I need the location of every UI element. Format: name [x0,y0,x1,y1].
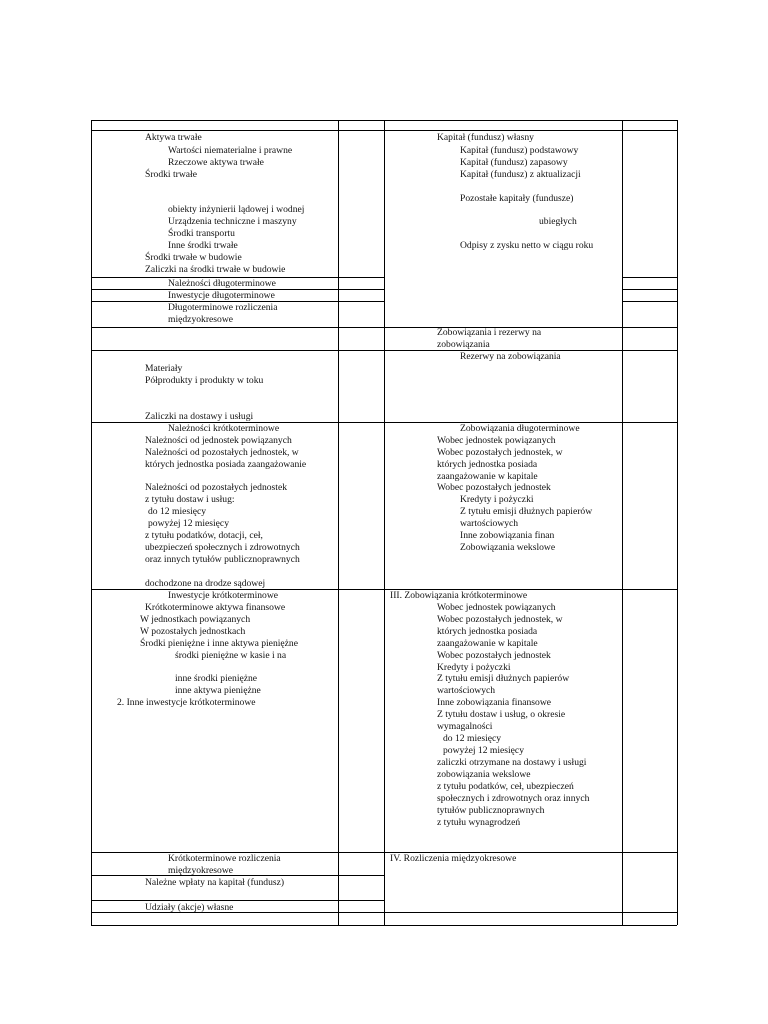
cell-text-k-wekslowe: zobowiązania wekslowe [437,769,531,780]
cell-text-powyzej-12: powyżej 12 miesięcy [148,518,229,529]
cell-text-emisji-1: Z tytułu emisji dłużnych papierów [460,506,593,517]
cell-text-inne-srodki: Inne środki trwałe [168,240,238,251]
cell-text-wobec-pozostalych-3: zaangażowanie w kapitale [437,471,538,482]
table-rule-vertical [338,120,339,925]
cell-text-do-12: do 12 miesięcy [148,506,207,517]
cell-text-rozliczenia-mie: IV. Rozliczenia międzyokresowe [390,853,517,864]
cell-text-podatkow-2: ubezpieczeń społecznych i zdrowotnych [145,542,300,553]
cell-text-inne-inwestycje: 2. Inne inwestycje krótkoterminowe [117,697,256,708]
cell-text-rezerwy: Rezerwy na zobowiązania [460,351,561,362]
cell-text-zob-dlugo: Zobowiązania długoterminowe [460,423,580,434]
cell-text-krotko-rozliczenia-2: międzyokresowe [168,865,234,876]
cell-text-zobowiazania-rezerwy-2: zobowiązania [437,339,490,350]
cell-text-od-pozostalych-1: Należności od pozostałych jednostek, w [145,447,299,458]
cell-text-urzadzenia: Urządzenia techniczne i maszyny [168,216,297,227]
cell-text-w-pozostalych: W pozostałych jednostkach [140,626,246,637]
cell-text-k-podatkow-1: z tytułu podatków, ceł, ubezpieczeń [437,781,574,792]
cell-text-k-podatkow-2: społecznych i zdrowotnych oraz innych [437,793,590,804]
cell-text-udzialy: Udziały (akcje) własne [145,902,234,913]
cell-text-zaliczki-budowie: Zaliczki na środki trwałe w budowie [145,264,286,275]
cell-text-materialy: Materiały [145,363,183,374]
cell-text-k-zaliczki: zaliczki otrzymane na dostawy i usługi [437,757,587,768]
cell-text-zaliczki-dostawy: Zaliczki na dostawy i usługi [145,411,254,422]
cell-text-w-budowie: Środki trwałe w budowie [145,252,242,263]
table-rule-vertical [384,120,385,925]
cell-text-k-do-12: do 12 miesięcy [443,733,502,744]
cell-text-k-wobec-pozostalych-b: Wobec pozostałych jednostek [437,650,551,661]
cell-text-k-wynagrodzen: z tytułu wynagrodzeń [437,817,521,828]
cell-text-naleznosci-dlugo: Należności długoterminowe [168,278,276,289]
table-rule-horizontal [91,900,384,901]
cell-text-rozliczenia-dlugo-2: międzyokresowe [168,314,234,325]
cell-text-transport: Środki transportu [168,228,235,239]
cell-text-k-podatkow-3: tytułów publicznoprawnych [437,805,545,816]
cell-text-aktywa-trwale: Aktywa trwałe [145,132,202,143]
cell-text-srodki-trwale: Środki trwałe [145,169,197,180]
cell-text-wartosci-niematerialne: Wartości niematerialne i prawne [168,145,293,156]
table-rule-horizontal [91,925,677,926]
cell-text-z-tytulu-dostaw: z tytułu dostaw i usług: [145,494,235,505]
cell-text-k-powyzej-12: powyżej 12 miesięcy [443,745,524,756]
cell-text-rozliczenia-dlugo-1: Długoterminowe rozliczenia [168,302,278,313]
cell-text-podstawowy: Kapitał (fundusz) podstawowy [460,145,579,156]
table-rule-horizontal [622,301,677,302]
cell-text-k-wobec-pozostalych-3: zaangażowanie w kapitale [437,638,538,649]
cell-text-aktualizacji: Kapitał (fundusz) z aktualizacji [460,169,581,180]
cell-text-kredyty: Kredyty i pożyczki [460,494,534,505]
table-rule-horizontal [622,277,677,278]
table-rule-vertical [622,120,623,925]
cell-text-podatkow-1: z tytułu podatków, dotacji, ceł, [145,530,263,541]
cell-text-k-emisji-1: Z tytułu emisji dłużnych papierów [437,673,570,684]
table-rule-vertical [91,120,92,925]
cell-text-k-dostaw-2: wymagalności [437,721,493,732]
cell-text-inwestycje-krotko: Inwestycje krótkoterminowe [168,590,279,601]
cell-text-polprodukty: Półprodukty i produkty w toku [145,375,264,386]
cell-text-wobec-pozostalych-2: których jednostka posiada [437,459,538,470]
cell-text-od-pozostalych-b: Należności od pozostałych jednostek [145,482,287,493]
cell-text-k-kredyty: Kredyty i pożyczki [437,662,511,673]
cell-text-krotko-rozliczenia-1: Krótkoterminowe rozliczenia [168,853,281,864]
cell-text-srodki-pieniezne: Środki pieniężne i inne aktywa pieniężne [140,638,298,649]
cell-text-odpisy: Odpisy z zysku netto w ciągu roku [460,240,594,251]
cell-text-kapital-wlasny: Kapitał (fundusz) własny [437,132,534,143]
cell-text-obiekty: obiekty inżynierii lądowej i wodnej [168,204,305,215]
cell-text-dochodzone: dochodzone na drodze sądowej [145,578,266,589]
cell-text-inne-aktywa-pien: inne aktywa pieniężne [175,685,261,696]
cell-text-zob-krotko: III. Zobowiązania krótkoterminowe [390,590,528,601]
cell-text-ubieglych: ubiegłych [539,216,577,227]
cell-text-rzeczowe-aktywa: Rzeczowe aktywa trwałe [168,157,264,168]
cell-text-k-inne-fin: Inne zobowiązania finansowe [437,697,552,708]
cell-text-emisji-2: wartościowych [460,518,519,529]
cell-text-naleznosci-krotko: Należności krótkoterminowe [168,423,280,434]
cell-text-k-emisji-2: wartościowych [437,685,496,696]
cell-text-pozostale: Pozostałe kapitały (fundusze) [460,193,574,204]
cell-text-wobec-pozostalych-b: Wobec pozostałych jednostek [437,482,551,493]
cell-text-k-wobec-pozostalych-2: których jednostka posiada [437,626,538,637]
cell-text-wekslowe: Zobowiązania wekslowe [460,542,556,553]
cell-text-wobec-powiazanych: Wobec jednostek powiązanych [437,435,556,446]
cell-text-w-kasie: środki pieniężne w kasie i na [175,650,287,661]
cell-text-od-pozostalych-2: których jednostka posiada zaangażowanie [145,459,307,470]
cell-text-inne-srodki-pien: inne środki pieniężne [175,673,258,684]
cell-text-krotko-aktywa-fin: Krótkoterminowe aktywa finansowe [145,602,286,613]
cell-text-nalezne-wplaty: Należne wpłaty na kapitał (fundusz) [145,877,285,888]
cell-text-k-dostaw-1: Z tytułu dostaw i usług, o okresie [437,709,566,720]
cell-text-od-powiazanych: Należności od jednostek powiązanych [145,435,292,446]
table-rule-vertical [677,120,678,925]
cell-text-zobowiazania-rezerwy-1: Zobowiązania i rezerwy na [437,327,542,338]
table-rule-horizontal [91,875,384,876]
cell-text-podatkow-3: oraz innych tytułów publicznoprawnych [145,554,300,565]
cell-text-inwestycje-dlugo: Inwestycje długoterminowe [168,290,275,301]
cell-text-k-wobec-powiazanych: Wobec jednostek powiązanych [437,602,556,613]
cell-text-k-wobec-pozostalych-1: Wobec pozostałych jednostek, w [437,614,563,625]
table-rule-horizontal [622,289,677,290]
cell-text-inne-zob-fin: Inne zobowiązania finan [460,530,555,541]
cell-text-zapasowy: Kapitał (fundusz) zapasowy [460,157,568,168]
cell-text-wobec-pozostalych-1: Wobec pozostałych jednostek, w [437,447,563,458]
cell-text-w-powiazanych: W jednostkach powiązanych [140,614,251,625]
